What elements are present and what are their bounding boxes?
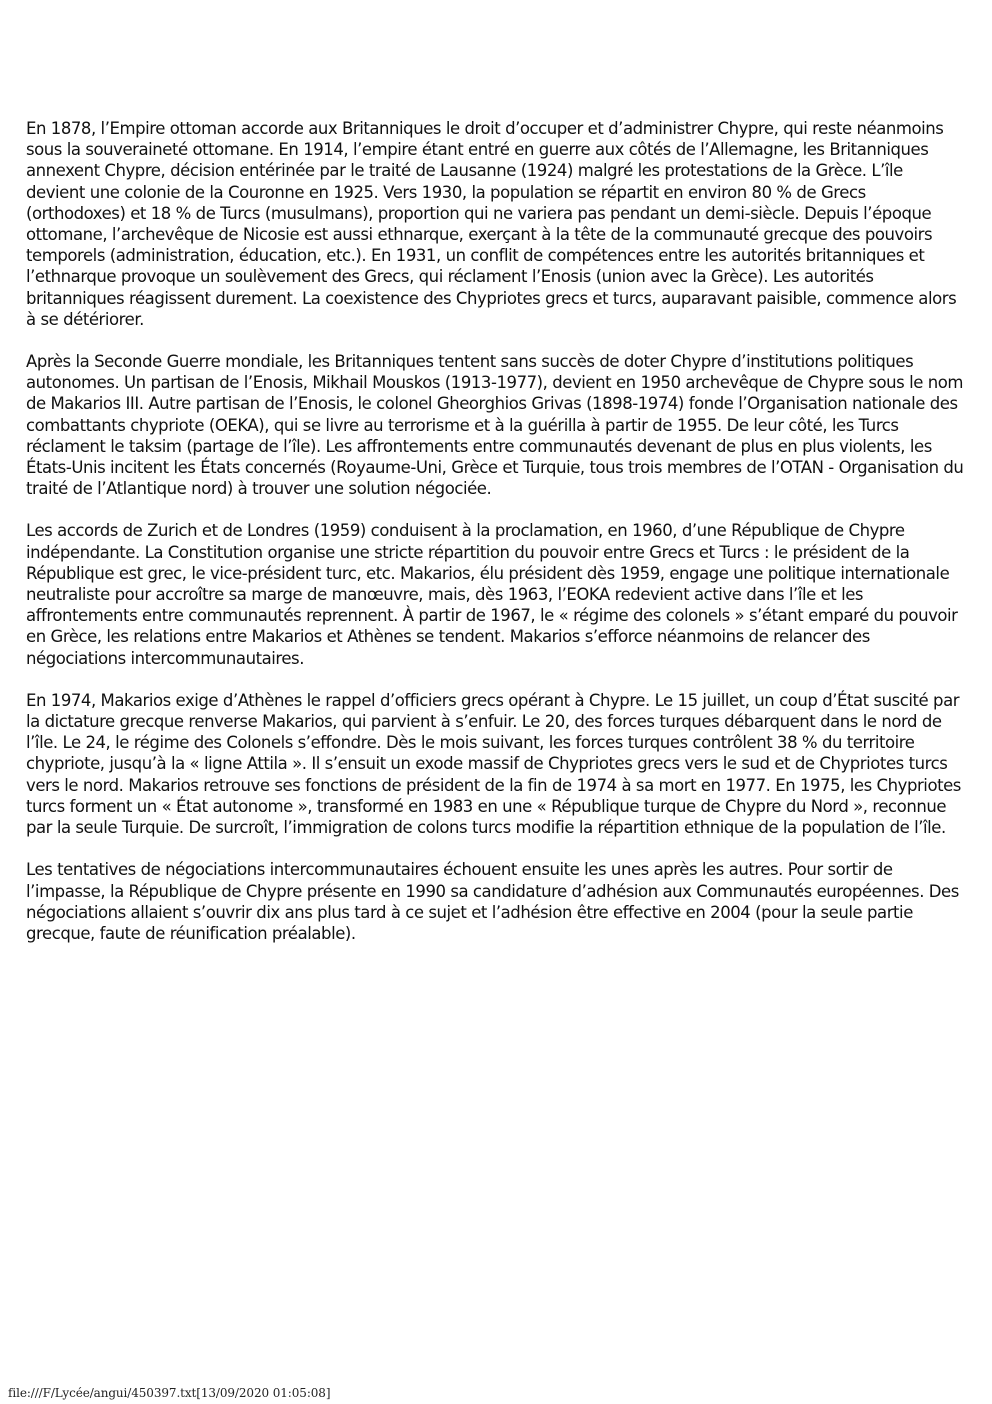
- paragraph-5: Les tentatives de négociations intercommunautaires échouent ensuite les unes après les autres. Pour sortir de l’impasse, la République de Chypre présente en 1990 sa candidature d’adhésion aux Communautés européennes. Des négociations allaient s’ouvrir dix ans plus tard à ce sujet et l’adhésion être effective en 2004 (pour la seule partie grecque, faute de réunification préalable).: [26, 860, 959, 943]
- paragraph-4: En 1974, Makarios exige d’Athènes le rappel d’officiers grecs opérant à Chypre. Le 15 juillet, un coup d’État suscité par la dictature grecque renverse Makarios, qui parvient à s’enfuir. Le 20, des forces turques débarquent dans le nord de l’île. Le 24, le régime des Colonels s’effondre. Dès le mois suivant, les forces turques contrôlent 38 % du territoire chypriote, jusqu’à la « ligne Attila ». Il s’ensuit un exode massif de Chypriotes grecs vers le sud et de Chypriotes turcs vers le nord. Makarios retrouve ses fonctions de président de la fin de 1974 à sa mort en 1977. En 1975, les Chypriotes turcs forment un « État autonome », transformé en 1983 en une « République turque de Chypre du Nord », reconnue par la seule Turquie. De surcroît, l’immigration de colons turcs modifie la répartition ethnique de la population de l’île.: [26, 690, 961, 838]
- paragraph-2: Après la Seconde Guerre mondiale, les Britanniques tentent sans succès de doter Chypre d’institutions politiques autonomes. Un partisan de l’Enosis, Mikhail Mouskos (1913-1977), devient en 1950 archevêque de Chypre sous le nom de Makarios III. Autre partisan de l’Enosis, le colonel Gheorghios Grivas (1898-1974) fonde l’Organisation nationale des combattants chypriote (OEKA), qui se livre au terrorisme et à la guérilla à partir de 1955. De leur côté, les Turcs réclament le taksim (partage de l’île). Les affrontements entre communautés devenant de plus en plus violents, les États-Unis incitent les États concernés (Royaume-Uni, Grèce et Turquie, tous trois membres de l’OTAN - Organisation du traité de l’Atlantique nord) à trouver une solution négociée.: [26, 352, 964, 499]
- document-body: [26, 118, 966, 965]
- file-path-footer: file:///F/Lycée/angui/450397.txt[13/09/2020 01:05:08]: [8, 1386, 331, 1400]
- paragraph-3: Les accords de Zurich et de Londres (1959) conduisent à la proclamation, en 1960, d’une République de Chypre indépendante. La Constitution organise une stricte répartition du pouvoir entre Grecs et Turcs : le président de la République est grec, le vice-président turc, etc. Makarios, élu président dès 1959, engage une politique internationale neutraliste pour accroître sa marge de manœuvre, mais, dès 1963, l’EOKA redevient active dans l’île et les affrontements entre communautés reprennent. À partir de 1967, le « régime des colonels » s’étant emparé du pouvoir en Grèce, les relations entre Makarios et Athènes se tendent. Makarios s’efforce néanmoins de relancer des négociations intercommunautaires.: [26, 521, 958, 668]
- paragraph-1: En 1878, l’Empire ottoman accorde aux Britanniques le droit d’occuper et d’administrer Chypre, qui reste néanmoins sous la souveraineté ottomane. En 1914, l’empire étant entré en guerre aux côtés de l’Allemagne, les Britanniques annexent Chypre, décision entérinée par le traité de Lausanne (1924) malgré les protestations de la Grèce. L’île devient une colonie de la Couronne en 1925. Vers 1930, la population se répartit en environ 80 % de Grecs (orthodoxes) et 18 % de Turcs (musulmans), proportion qui ne variera pas pendant un demi-siècle. Depuis l’époque ottomane, l’archevêque de Nicosie est aussi ethnarque, exerçant à la tête de la communauté grecque des pouvoirs temporels (administration, éducation, etc.). En 1931, un conflit de compétences entre les autorités britanniques et l’ethnarque provoque un soulèvement des Grecs, qui réclament l’Enosis (union avec la Grèce). Les autorités britanniques réagissent durement. La coexistence des Chypriotes grecs et turcs, auparavant paisible, commence alors à se détériorer.: [26, 119, 957, 329]
